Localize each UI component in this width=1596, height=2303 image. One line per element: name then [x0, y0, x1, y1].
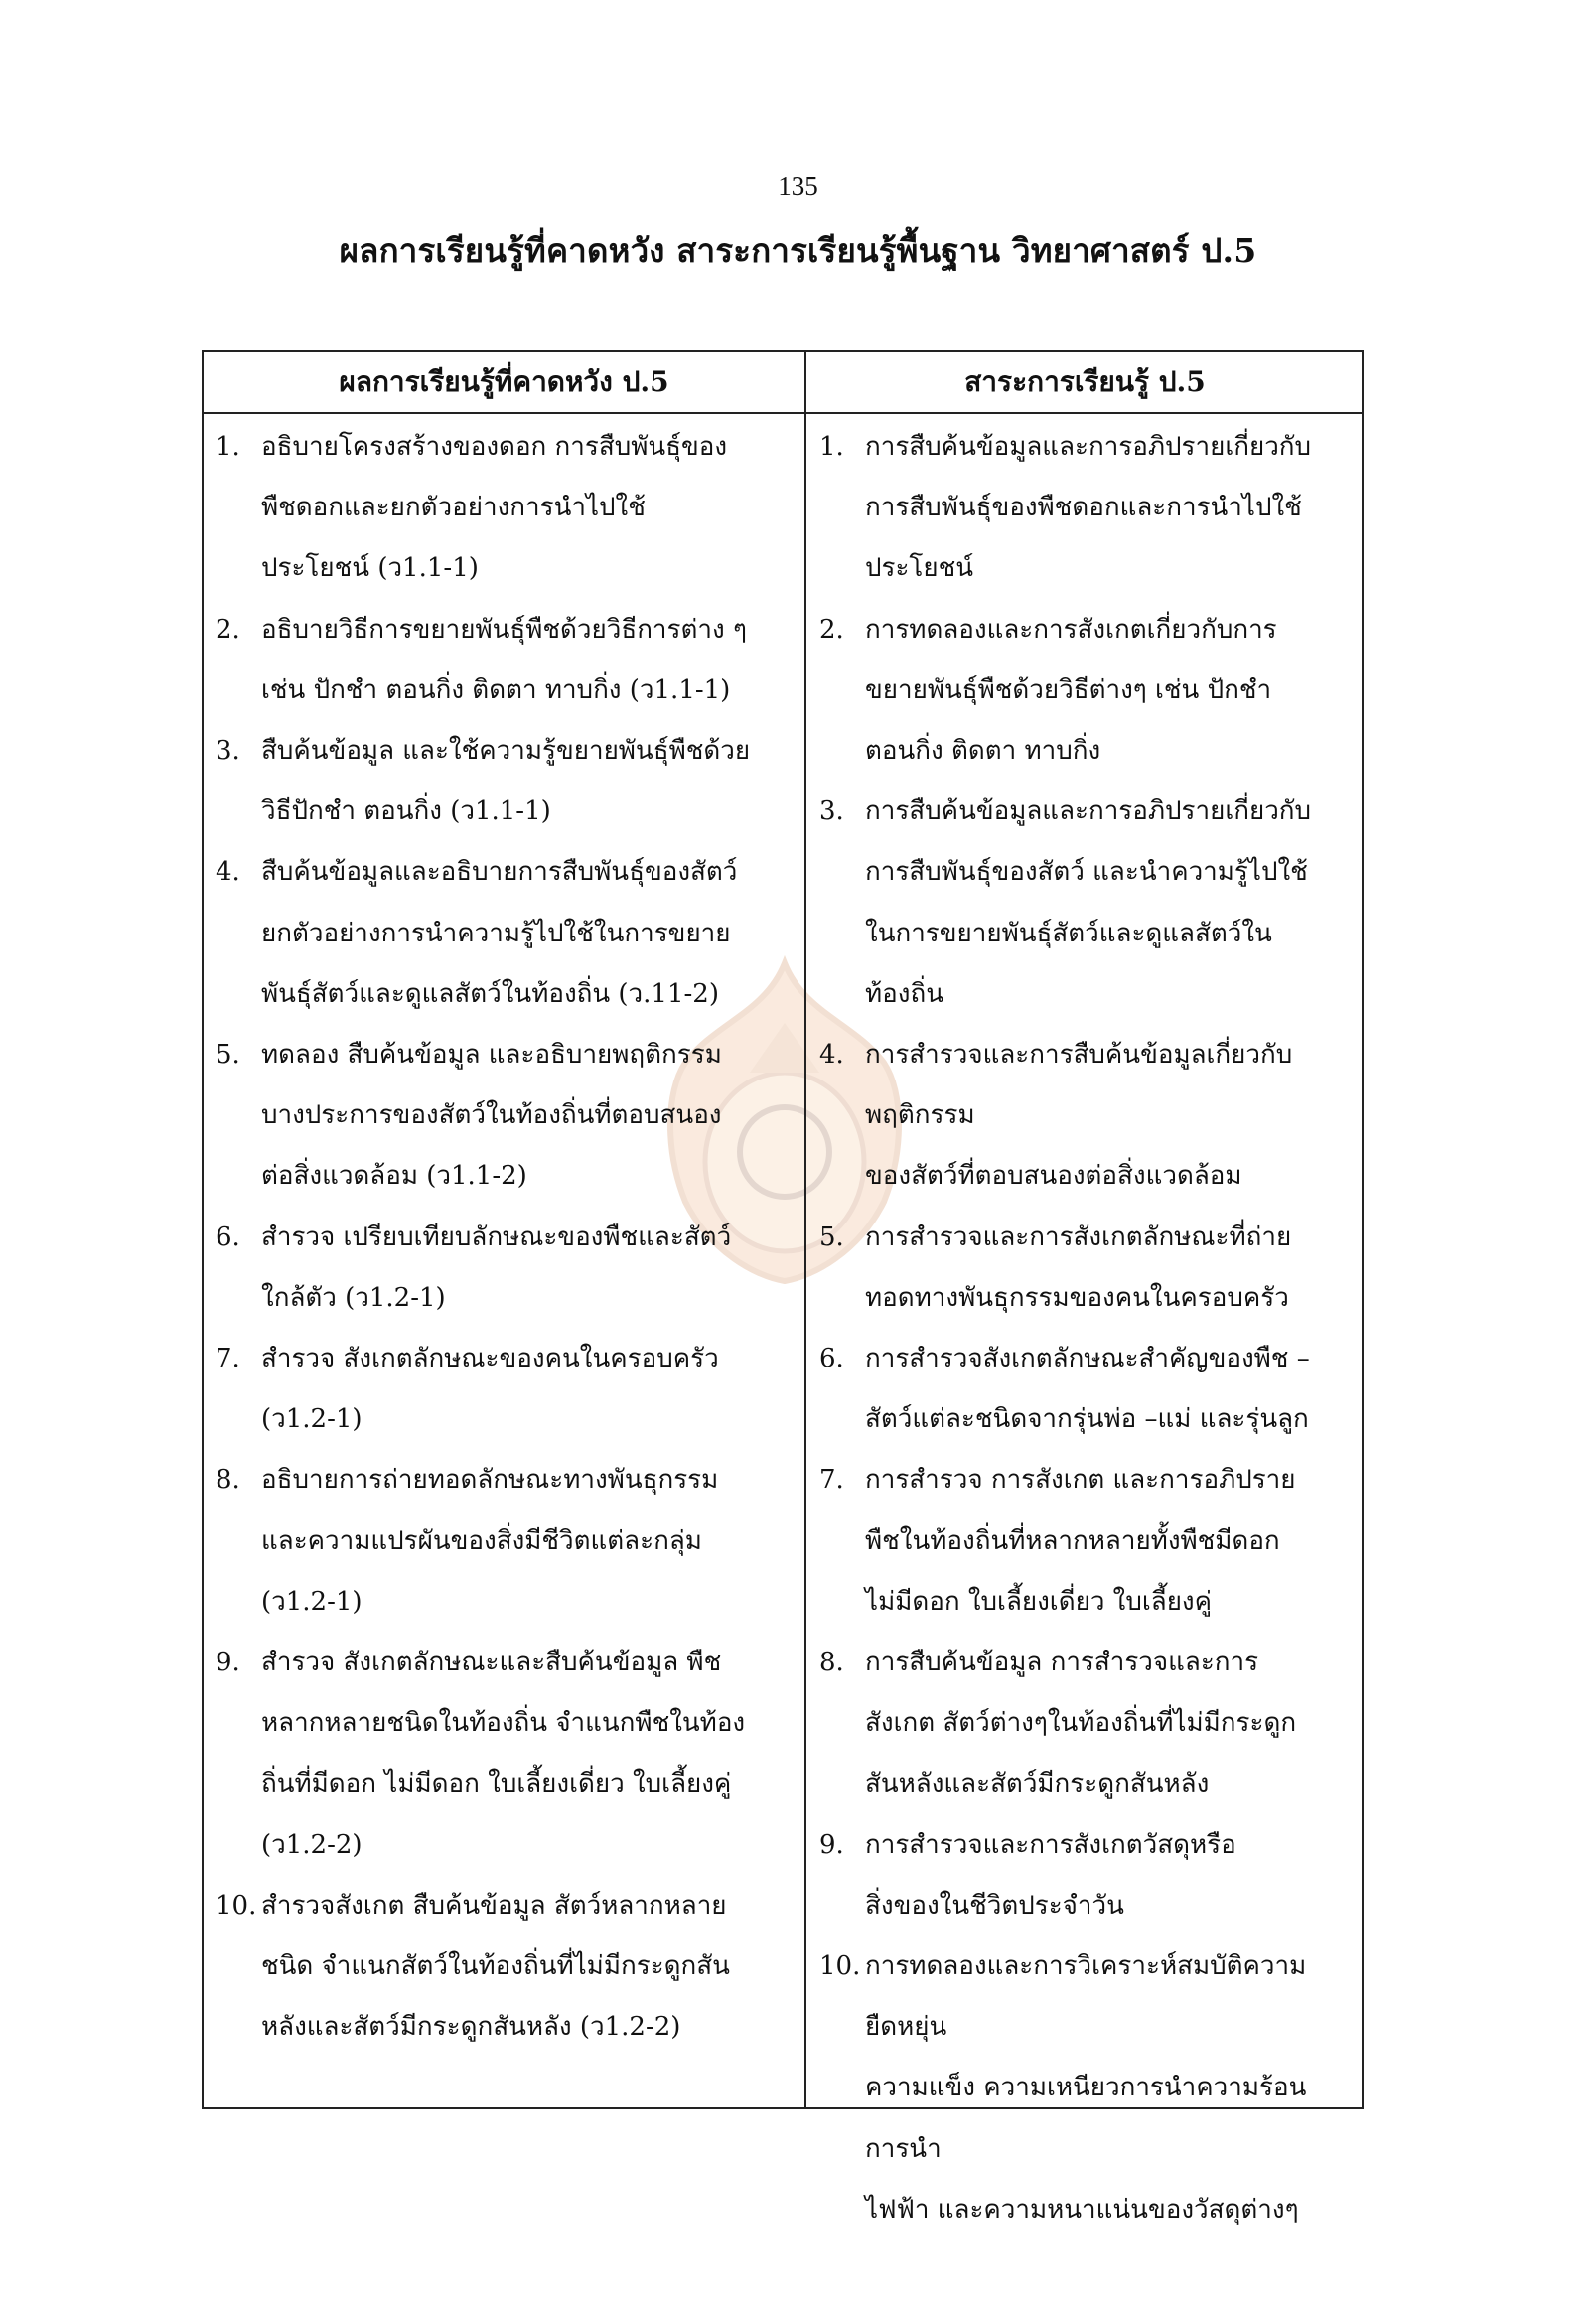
outcome-item	[210, 1025, 798, 1208]
outcomes-table	[202, 350, 1364, 2225]
outcome-item-number: 4.	[216, 857, 240, 888]
content-item-number: 6.	[819, 1344, 844, 1374]
content-item	[813, 600, 1362, 783]
outcome-item-line: ทดลอง สืบค้นข้อมูล และอธิบายพฤติกรรม	[261, 1040, 722, 1071]
outcome-item-number: 10.	[216, 1890, 257, 1921]
outcome-item	[210, 721, 798, 842]
outcome-item	[210, 842, 798, 1025]
content-item-line: พืชในท้องถิ่นที่หลากหลายทั้งพืชมีดอก	[865, 1525, 1280, 1556]
content-item-number: 10.	[819, 1951, 861, 1982]
outcome-item-line: อธิบายโครงสร้างของดอก การสืบพันธุ์ของ	[261, 432, 728, 462]
outcome-item-number: 8.	[216, 1465, 240, 1496]
outcome-item-line: ประโยชน์ (ว1.1-1)	[261, 553, 479, 584]
content-item	[813, 1633, 1362, 1815]
content-item-number: 3.	[819, 796, 844, 827]
right-column-header: สาระการเรียนรู้ ป.5	[964, 365, 1206, 398]
page-title: ผลการเรียนรู้ที่คาดหวัง สาระการเรียนรู้พื้นฐาน วิทยาศาสตร์ ป.5	[339, 231, 1257, 270]
outcome-item-number: 1.	[216, 432, 240, 462]
content-item-line: การทดลองและการวิเคราะห์สมบัติความยืดหยุ่น	[865, 1951, 1307, 2043]
content-item-line: สัตว์แต่ละชนิดจากรุ่นพ่อ –แม่ และรุ่นลูก	[865, 1404, 1309, 1435]
content-item-line: สันหลังและสัตว์มีกระดูกสันหลัง	[865, 1769, 1210, 1799]
column-divider	[804, 352, 806, 2107]
content-item-line: ทอดทางพันธุกรรมของคนในครอบครัว	[865, 1282, 1289, 1313]
content-item	[813, 1815, 1362, 1937]
content-item-line: การสืบพันธุ์ของสัตว์ และนำความรู้ไปใช้	[865, 857, 1308, 888]
outcome-item-line: สืบค้นข้อมูลและอธิบายการสืบพันธุ์ของสัตว์	[261, 857, 738, 888]
content-item	[813, 782, 1362, 1025]
outcome-item-number: 9.	[216, 1648, 240, 1678]
outcome-item	[210, 1208, 798, 1329]
content-item-line: การสืบค้นข้อมูลและการอภิปรายเกี่ยวกับ	[865, 796, 1312, 827]
content-item-line: ของสัตว์ที่ตอบสนองต่อสิ่งแวดล้อม	[865, 1161, 1242, 1192]
content-item-line: ท้องถิ่น	[865, 978, 943, 1009]
content-item-line: ในการขยายพันธุ์สัตว์และดูแลสัตว์ใน	[865, 918, 1272, 948]
header-divider	[204, 412, 1362, 414]
content-item-line: ประโยชน์	[865, 553, 974, 584]
content-item-line: การสำรวจและการสังเกตลักษณะที่ถ่าย	[865, 1222, 1292, 1252]
outcome-item-line: (ว1.2-2)	[261, 1829, 363, 1860]
content-item	[813, 1025, 1362, 1208]
outcome-item-line: หลังและสัตว์มีกระดูกสันหลัง (ว1.2-2)	[261, 2012, 681, 2043]
outcome-item-line: ต่อสิ่งแวดล้อม (ว1.1-2)	[261, 1161, 527, 1192]
expected-outcomes-column	[210, 417, 798, 2058]
outcome-item-number: 3.	[216, 736, 240, 767]
content-item	[813, 1208, 1362, 1329]
content-item-line: การสำรวจ การสังเกต และการอภิปราย	[865, 1465, 1296, 1496]
content-item-number: 9.	[819, 1829, 844, 1860]
outcome-item-line: อธิบายการถ่ายทอดลักษณะทางพันธุกรรม	[261, 1465, 719, 1496]
content-item-line: การทดลองและการสังเกตเกี่ยวกับการ	[865, 614, 1277, 645]
content-item-line: ไฟฟ้า และความหนาแน่นของวัสดุต่างๆ	[865, 2194, 1299, 2225]
content-item-number: 1.	[819, 432, 844, 462]
outcome-item	[210, 1633, 798, 1876]
page-number: 135	[778, 171, 818, 201]
content-item	[813, 417, 1362, 600]
outcome-item-line: เช่น ปักชำ ตอนกิ่ง ติดตา ทาบกิ่ง (ว1.1-1)	[261, 674, 731, 705]
outcome-item-line: บางประการของสัตว์ในท้องถิ่นที่ตอบสนอง	[261, 1100, 722, 1131]
outcome-item	[210, 1876, 798, 2059]
outcome-item	[210, 600, 798, 721]
outcome-item-line: (ว1.2-1)	[261, 1586, 363, 1617]
outcome-item-line: อธิบายวิธีการขยายพันธุ์พืชด้วยวิธีการต่าง ๆ	[261, 614, 747, 645]
outcome-item-line: สืบค้นข้อมูล และใช้ความรู้ขยายพันธุ์พืชด้วย	[261, 736, 751, 767]
content-item-line: การสืบค้นข้อมูลและการอภิปรายเกี่ยวกับ	[865, 432, 1312, 462]
content-item-line: สิ่งของในชีวิตประจำวัน	[865, 1890, 1124, 1921]
outcome-item-number: 6.	[216, 1222, 240, 1252]
content-item-number: 2.	[819, 614, 844, 645]
content-item-line: การสืบพันธุ์ของพืชดอกและการนำไปใช้	[865, 493, 1302, 523]
content-item	[813, 1937, 1362, 2240]
outcome-item	[210, 417, 798, 600]
content-item-line: ตอนกิ่ง ติดตา ทาบกิ่ง	[865, 736, 1101, 767]
outcome-item-line: สำรวจ สังเกตลักษณะและสืบค้นข้อมูล พืช	[261, 1648, 722, 1678]
content-item-line: การสำรวจและการสังเกตวัสดุหรือ	[865, 1829, 1236, 1860]
outcome-item	[210, 1450, 798, 1633]
outcome-item-line: ชนิด จำแนกสัตว์ในท้องถิ่นที่ไม่มีกระดูกสัน	[261, 1951, 730, 1982]
content-item	[813, 1450, 1362, 1633]
content-item-line: การสืบค้นข้อมูล การสำรวจและการ	[865, 1648, 1259, 1678]
content-item-number: 4.	[819, 1040, 844, 1071]
content-item-line: การสำรวจและการสืบค้นข้อมูลเกี่ยวกับพฤติกรรม	[865, 1040, 1293, 1131]
outcome-item-line: และความแปรผันของสิ่งมีชีวิตแต่ละกลุ่ม	[261, 1525, 702, 1556]
outcome-item-line: วิธีปักชำ ตอนกิ่ง (ว1.1-1)	[261, 796, 551, 827]
outcome-item-line: ใกล้ตัว (ว1.2-1)	[261, 1282, 446, 1313]
outcome-item-line: สำรวจ เปรียบเทียบลักษณะของพืชและสัตว์	[261, 1222, 732, 1252]
content-item-line: ความแข็ง ความเหนียวการนำความร้อนการนำ	[865, 2073, 1307, 2164]
outcome-item-line: สำรวจ สังเกตลักษณะของคนในครอบครัว	[261, 1344, 719, 1374]
outcome-item-number: 2.	[216, 614, 240, 645]
outcome-item-number: 7.	[216, 1344, 240, 1374]
content-item-line: ขยายพันธุ์พืชด้วยวิธีต่างๆ เช่น ปักชำ	[865, 674, 1272, 705]
outcome-item-line: สำรวจสังเกต สืบค้นข้อมูล สัตว์หลากหลาย	[261, 1890, 727, 1921]
content-item-line: สังเกต สัตว์ต่างๆในท้องถิ่นที่ไม่มีกระดูก	[865, 1708, 1297, 1739]
outcome-item-line: พืชดอกและยกตัวอย่างการนำไปใช้	[261, 493, 646, 523]
outcome-item-line: พันธุ์สัตว์และดูแลสัตว์ในท้องถิ่น (ว.11-2)	[261, 978, 719, 1009]
outcome-item-number: 5.	[216, 1040, 240, 1071]
outcome-item	[210, 1329, 798, 1450]
content-item-number: 8.	[819, 1648, 844, 1678]
outcome-item-line: หลากหลายชนิดในท้องถิ่น จำแนกพืชในท้อง	[261, 1708, 746, 1739]
content-item-number: 5.	[819, 1222, 844, 1252]
outcome-item-line: ยกตัวอย่างการนำความรู้ไปใช้ในการขยาย	[261, 918, 731, 948]
left-column-header: ผลการเรียนรู้ที่คาดหวัง ป.5	[339, 365, 669, 398]
learning-content-column	[813, 417, 1362, 2240]
content-item-number: 7.	[819, 1465, 844, 1496]
content-item-line: ไม่มีดอก ใบเลี้ยงเดี่ยว ใบเลี้ยงคู่	[865, 1586, 1213, 1617]
outcome-item-line: ถิ่นที่มีดอก ไม่มีดอก ใบเลี้ยงเดี่ยว ใบเลี้ยงคู่	[261, 1769, 732, 1799]
content-item-line: การสำรวจสังเกตลักษณะสำคัญของพืช –	[865, 1344, 1310, 1374]
outcome-item-line: (ว1.2-1)	[261, 1404, 363, 1435]
content-item	[813, 1329, 1362, 1450]
